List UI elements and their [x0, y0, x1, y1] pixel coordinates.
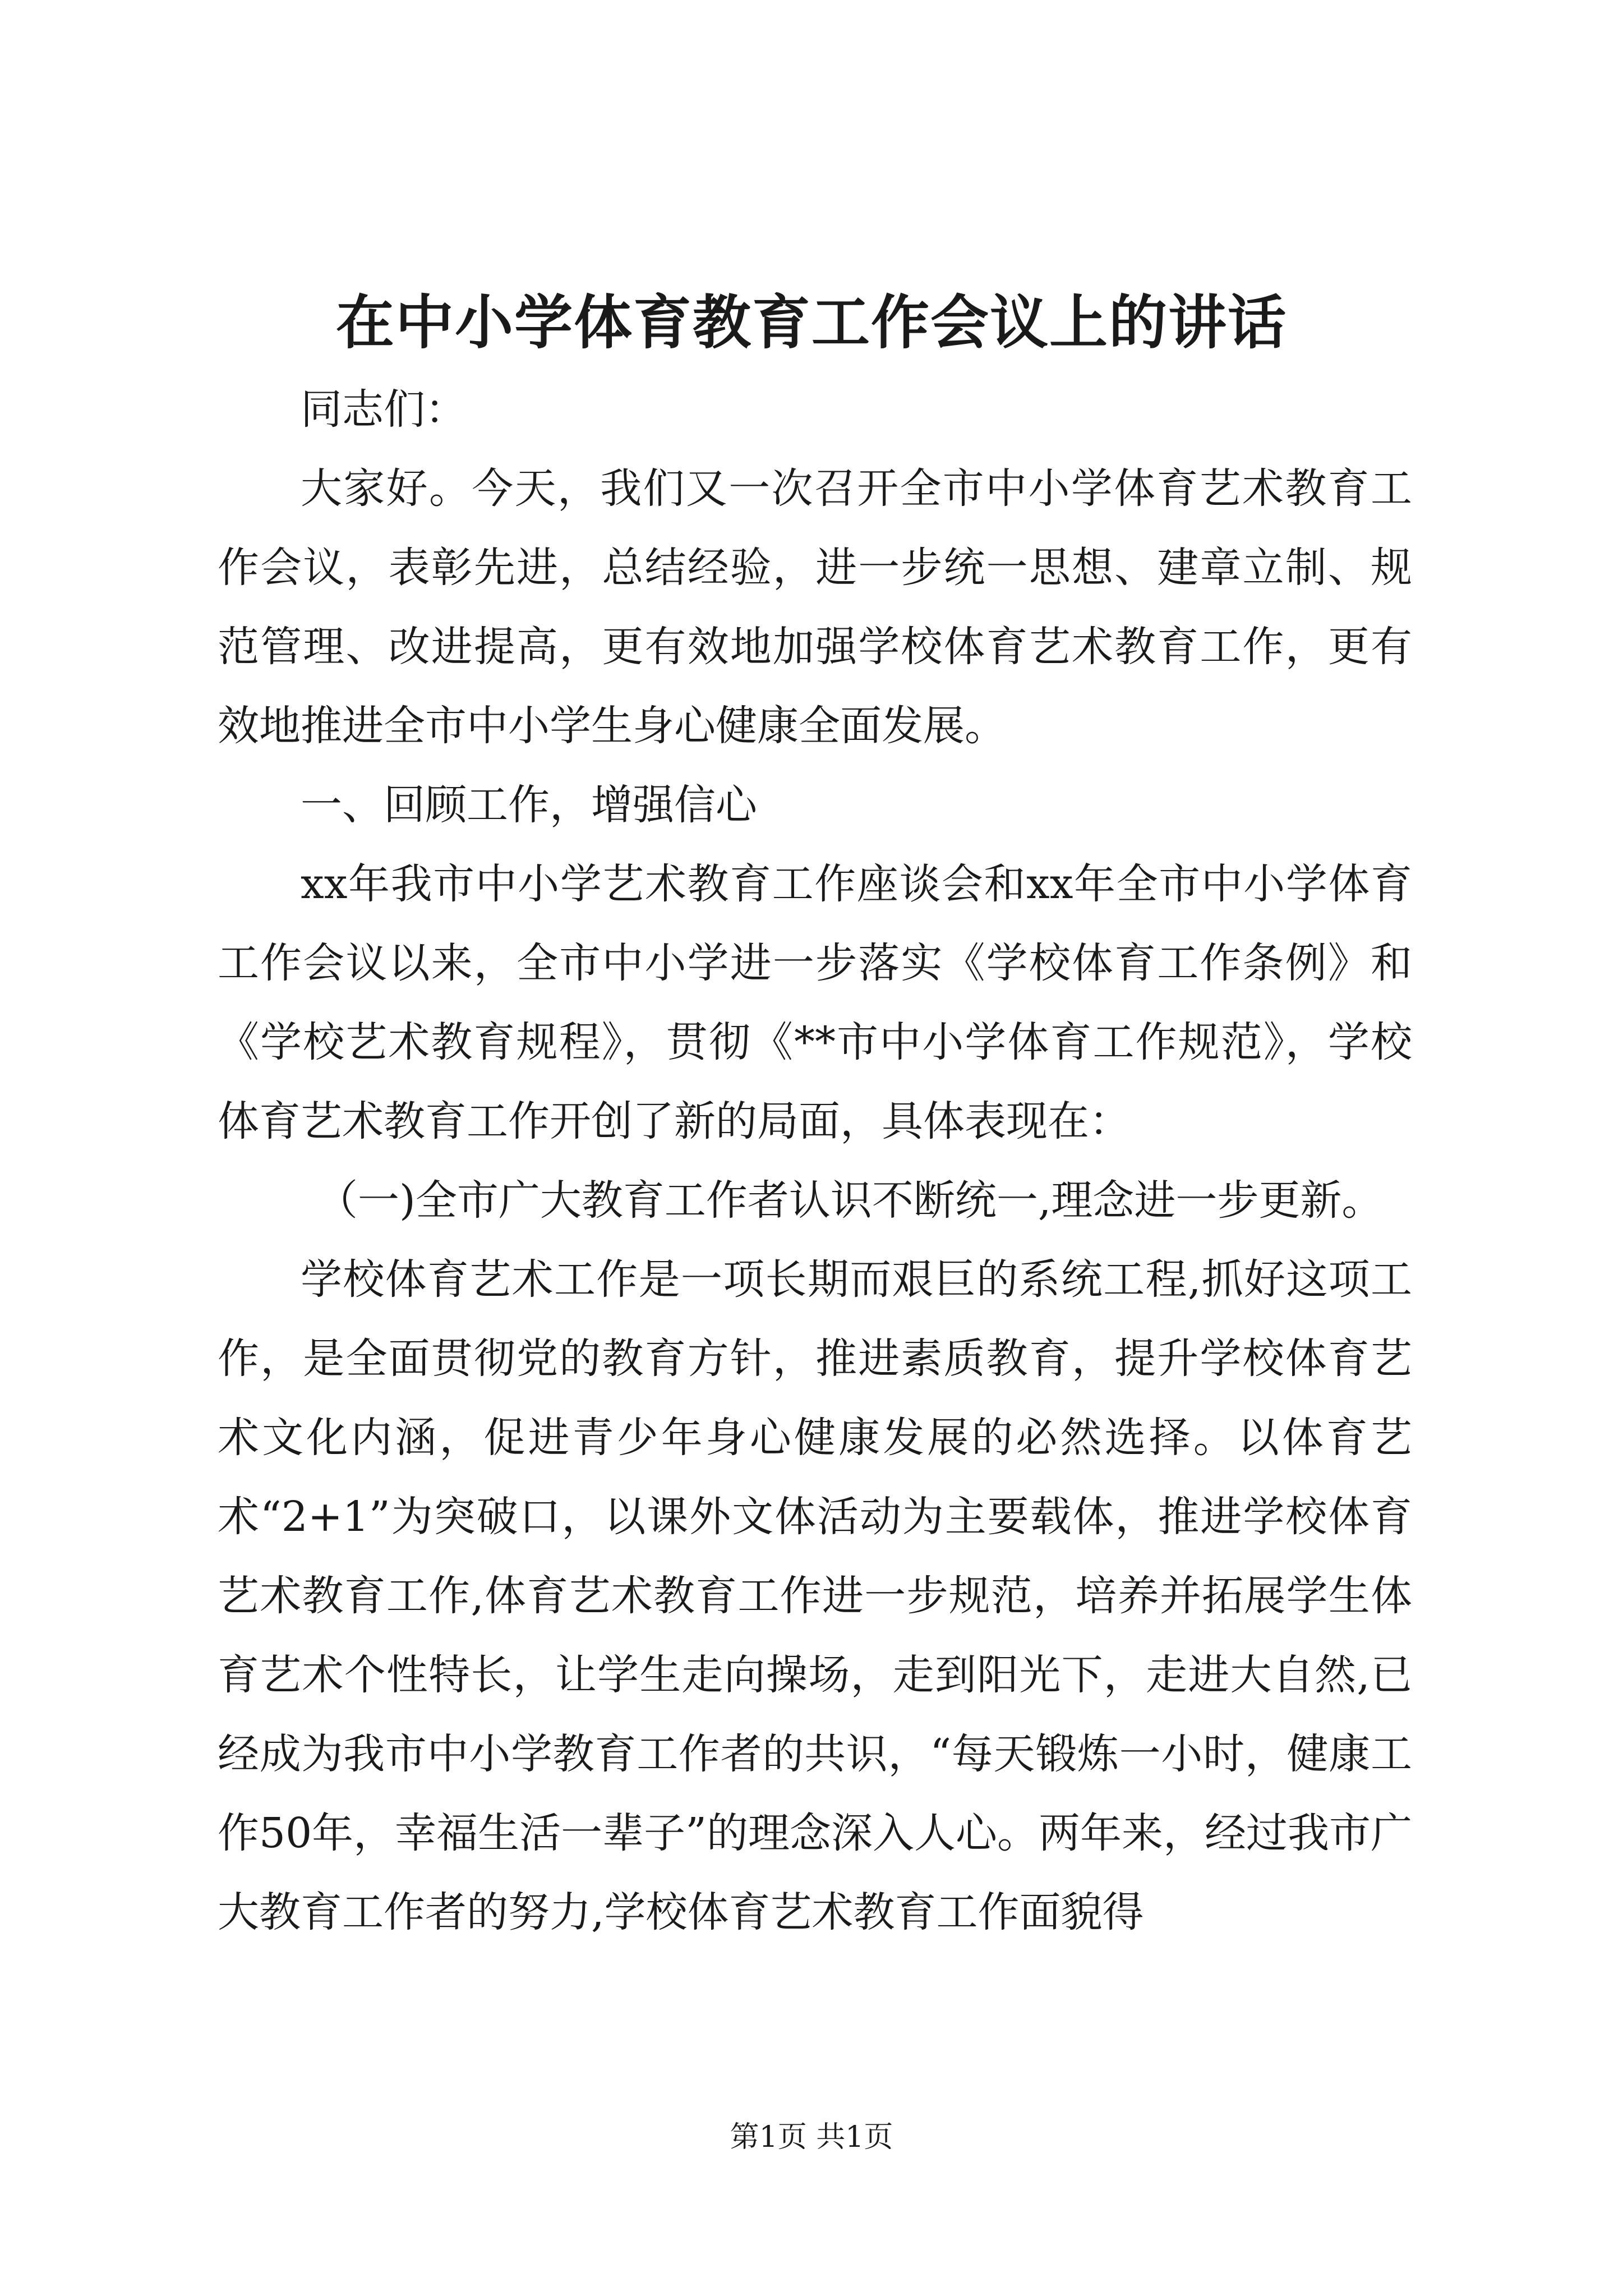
subsection-heading: （一)全市广大教育工作者认识不断统一,理念进一步更新。 — [316, 1176, 1384, 1225]
document-body — [218, 370, 1412, 1952]
paragraph-review: xx年我市中小学艺术教育工作座谈会和xx年全市中小学体育工作会议以来，全市中小学进一步落实《学校体育工作条例》和《学校艺术教育规程》，贯彻《**市中小学体育工作规范》，学校体育艺术教育工作开创了新的局面，具体表现在： — [218, 860, 1412, 1145]
section-heading: 一、回顾工作，增强信心 — [301, 781, 757, 829]
paragraph-opening: 大家好。今天，我们又一次召开全市中小学体育艺术教育工作会议，表彰先进，总结经验，进一步统一思想、建章立制、规范管理、改进提高，更有效地加强学校体育艺术教育工作，更有效地推进全市中小学生身心健康全面发展。 — [218, 464, 1412, 750]
paragraph-detail: 学校体育艺术工作是一项长期而艰巨的系统工程,抓好这项工作，是全面贯彻党的教育方针，推进素质教育，提升学校体育艺术文化内涵，促进青少年身心健康发展的必然选择。以体育艺术“2+1”为突破口，以课外文体活动为主要载体，推进学校体育艺术教育工作,体育艺术教育工作进一步规范，培养并拓展学生体育艺术个性特长，让学生走向操场，走到阳光下，走进大自然,已经成为我市中小学教育工作者的共识，“每天锻炼一小时，健康工作50年，幸福生活一辈子”的理念深入人心。两年来，经过我市广大教育工作者的努力,学校体育艺术教育工作面貌得 — [218, 1255, 1412, 1936]
paragraph-salutation: 同志们： — [301, 385, 467, 434]
page-number-footer: 第1页 共1页 — [730, 2120, 893, 2154]
document-title: 在中小学体育教育工作会议上的讲话 — [335, 288, 1287, 357]
